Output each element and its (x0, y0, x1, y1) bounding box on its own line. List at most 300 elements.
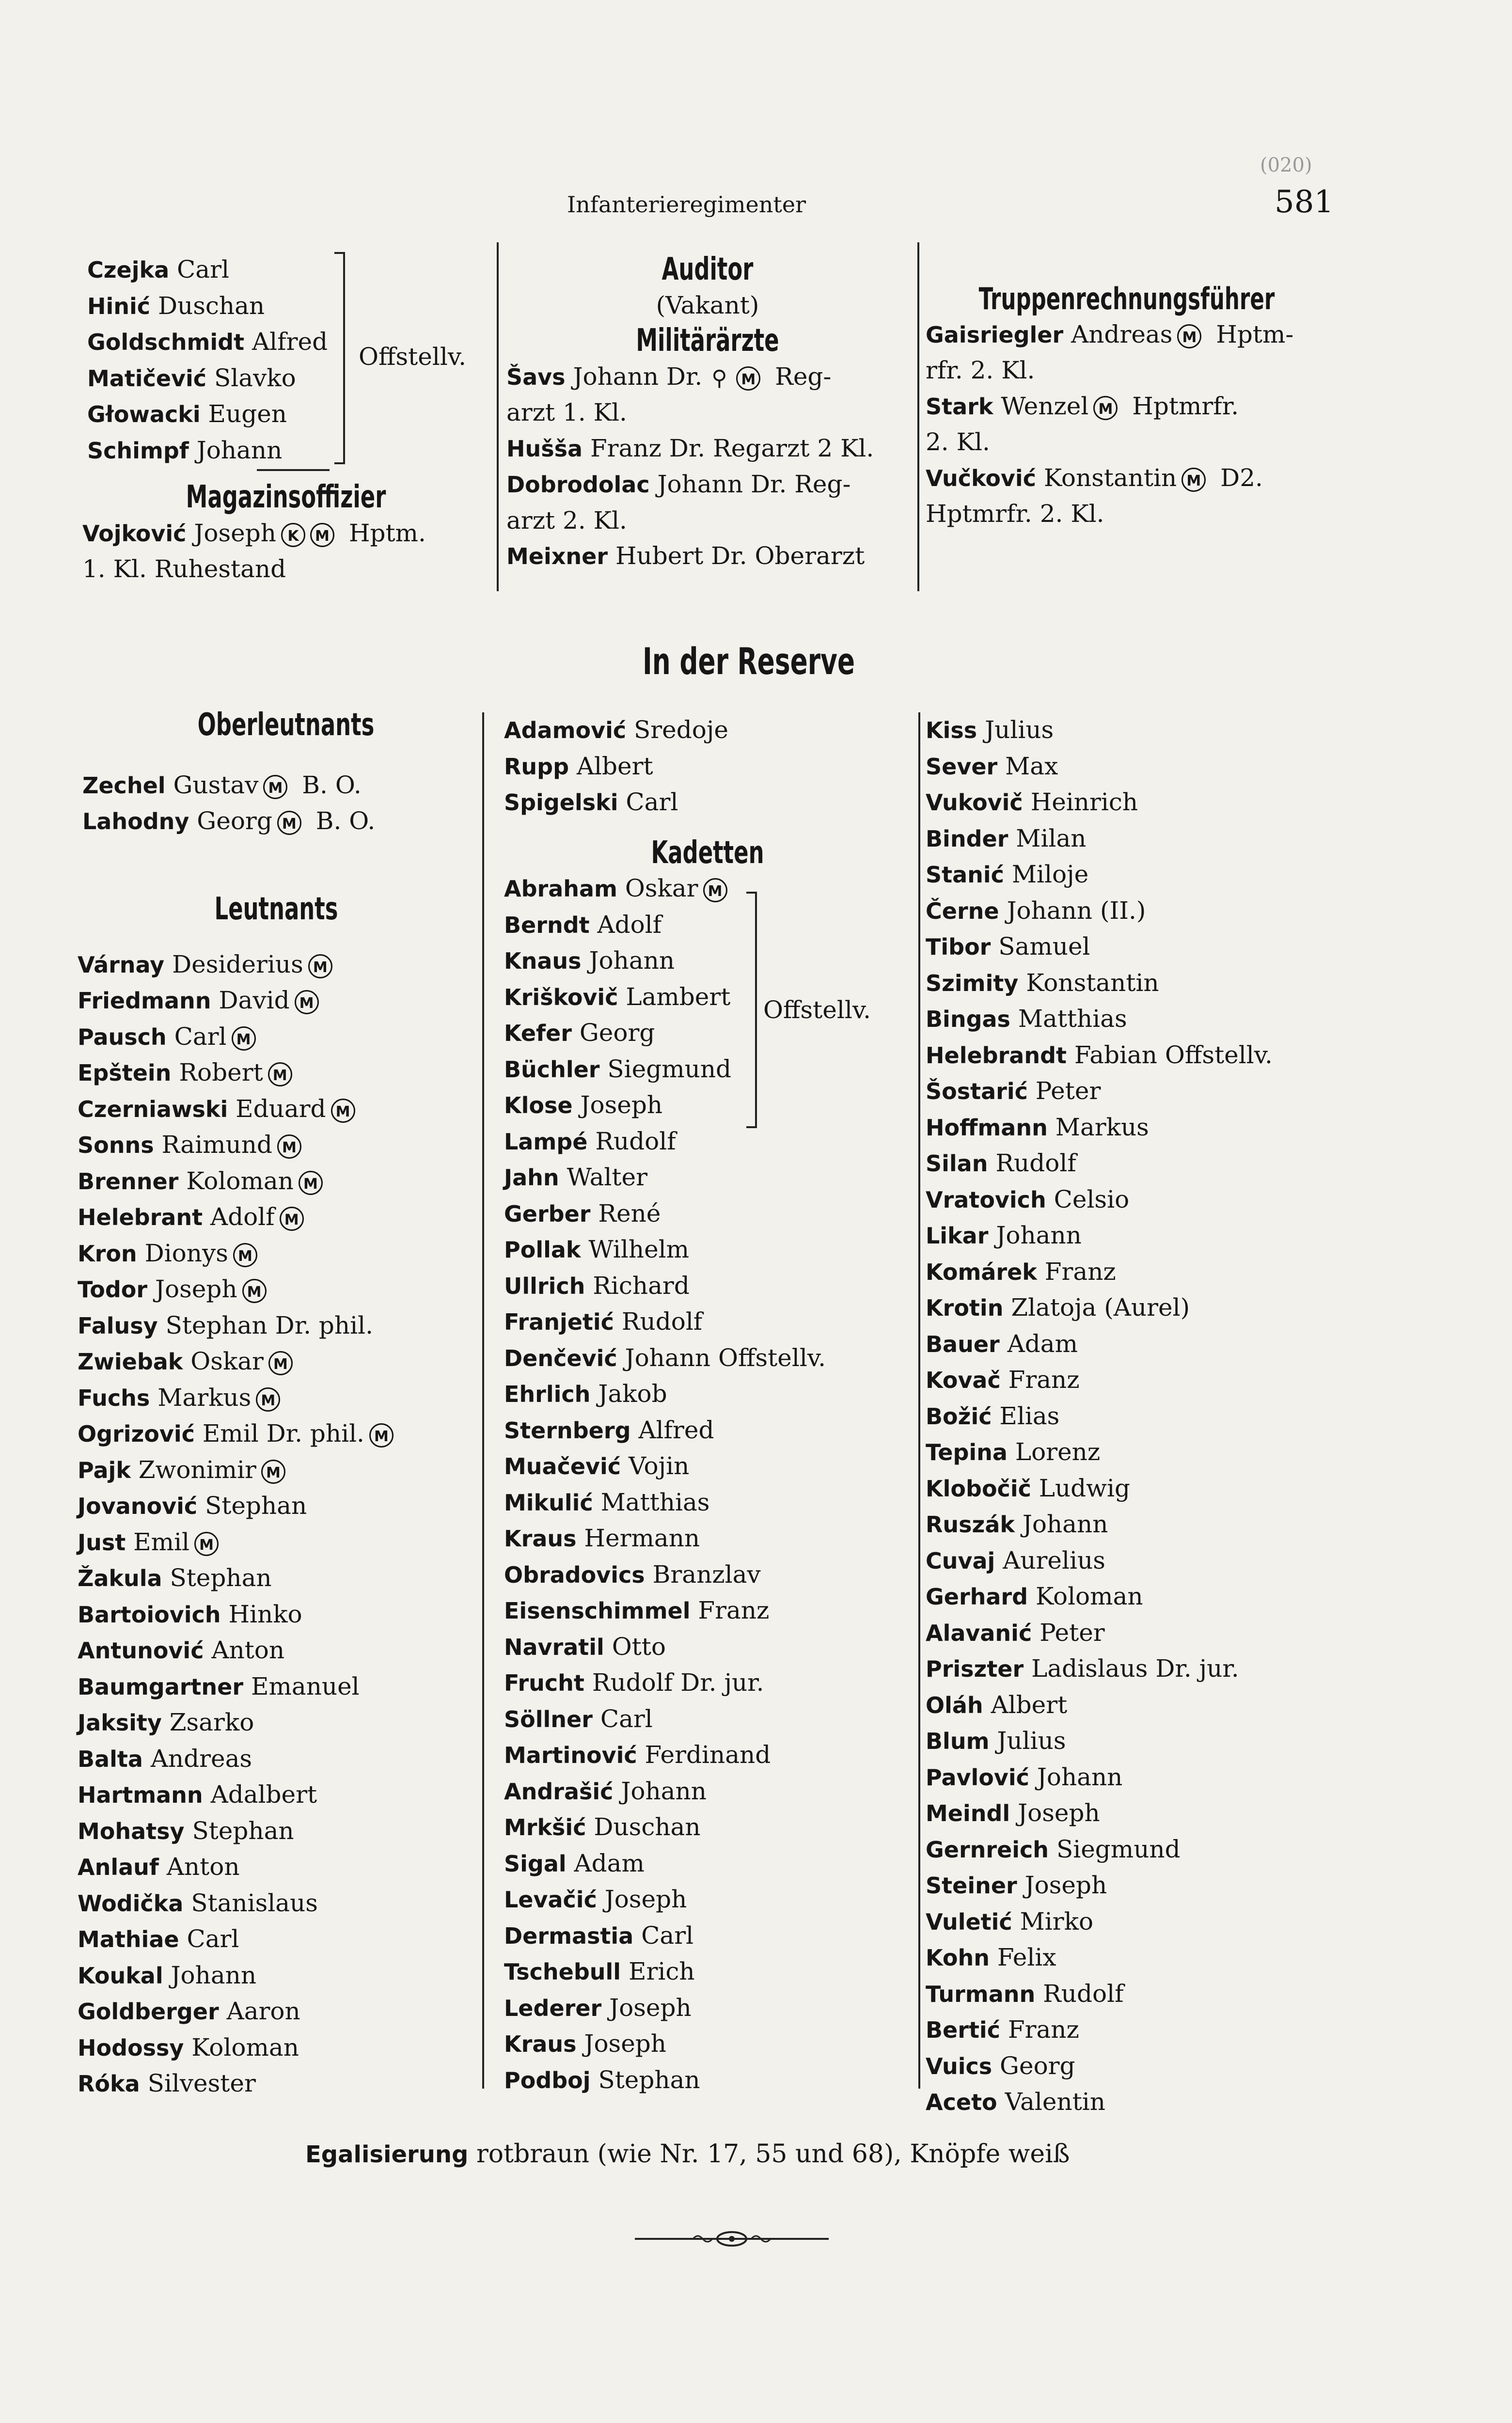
list-item (506, 538, 909, 575)
kadetten-heading: Kadetten (651, 834, 764, 871)
given-name: Silvester (147, 2069, 256, 2097)
list-item (506, 467, 909, 503)
surname: Schimpf (87, 437, 189, 464)
list-item (78, 2066, 475, 2102)
list-item (506, 503, 909, 539)
surname: Lederer (504, 1995, 602, 2021)
surname: Andrašić (504, 1778, 614, 1805)
given-name: Alfred (638, 1416, 714, 1444)
list-item (78, 1308, 475, 1344)
given-name: Georg (579, 1019, 655, 1047)
given-name: Emanuel (251, 1672, 360, 1700)
list-item (926, 1362, 1323, 1399)
given-name: Max (1005, 752, 1058, 780)
list-item (87, 396, 485, 433)
surname: Hušša (506, 435, 583, 462)
given-name: Johann (171, 1961, 257, 1989)
given-name: Joseph (604, 1885, 687, 1913)
list-item (78, 1236, 475, 1272)
surname: Anlauf (78, 1854, 159, 1880)
given-name: Rudolf (595, 1127, 676, 1155)
decoration-mark-icon: ⚲ (711, 365, 727, 391)
given-name: Branzlav (652, 1560, 761, 1589)
given-name: Richard (593, 1271, 690, 1300)
auditor-heading: Auditor (662, 252, 754, 287)
militaraerzte-heading: Militärärzte (636, 323, 779, 359)
surname: Jaksity (78, 1710, 162, 1736)
list-item (926, 1218, 1323, 1254)
decoration-mark-icon: M (256, 1387, 280, 1412)
given-name: Joseph (609, 1993, 692, 2022)
decoration-mark-icon: M (263, 775, 287, 799)
given-name: Carl (626, 788, 678, 816)
surname: Tschebull (504, 1959, 621, 1985)
egalisierung-text: rotbraun (wie Nr. 17, 55 und 68), Knöpfe weiß (476, 2140, 1070, 2169)
given-name: Stephan (192, 1816, 294, 1845)
surname: Frucht (504, 1670, 584, 1696)
surname: Bartoiovich (78, 1601, 221, 1628)
given-name: Hermann (584, 1524, 700, 1552)
given-name: Markus (1055, 1113, 1149, 1141)
given-name: Julius (997, 1727, 1066, 1755)
list-item (926, 1182, 1323, 1218)
list-item (78, 1705, 475, 1741)
decoration-mark-icon: M (308, 954, 332, 978)
given-name: Emil (133, 1527, 190, 1556)
list-item (504, 1918, 911, 1954)
surname: Mrkšić (504, 1814, 586, 1841)
surname: Vuics (926, 2053, 992, 2079)
surname: Brenner (78, 1168, 179, 1195)
given-name: Franz (1044, 1257, 1116, 1286)
list-item (926, 1073, 1323, 1110)
rank-suffix: D2. (1213, 463, 1263, 492)
surname: Rupp (504, 753, 569, 780)
surname: Gaisriegler (926, 321, 1064, 348)
surname: Bingas (926, 1006, 1010, 1032)
surname: Głowacki (87, 401, 201, 427)
list-item (504, 871, 911, 907)
surname: Baumgartner (78, 1673, 244, 1700)
list-item (504, 1882, 911, 1918)
given-name: Ludwig (1039, 1474, 1130, 1502)
surname: Róka (78, 2071, 140, 2097)
list-item (926, 1399, 1323, 1435)
surname: Šavs (506, 363, 566, 390)
list-item (504, 1809, 911, 1846)
surname: Lampé (504, 1128, 588, 1155)
given-name: Robert (179, 1058, 263, 1086)
given-name: Johann (589, 946, 675, 975)
decoration-mark-icon: M (369, 1423, 394, 1448)
surname: Kraus (504, 1526, 577, 1552)
given-name: Joseph (584, 2030, 667, 2058)
kadetten-brace (746, 892, 757, 1128)
surname: Martinović (504, 1742, 637, 1768)
surname: Vojković (82, 520, 187, 547)
given-name: 1. Kl. Ruhestand (82, 555, 286, 583)
list-item (78, 1597, 475, 1633)
given-name: Rudolf (621, 1307, 703, 1336)
surname: Likar (926, 1223, 989, 1249)
column-separator-4 (918, 712, 920, 2089)
surname: Just (78, 1529, 126, 1556)
given-name: Adolf (597, 910, 662, 939)
decoration-mark-icon: M (703, 878, 727, 902)
surname: Goldberger (78, 1998, 219, 2025)
given-name: Hptmrfr. 2. Kl. (926, 500, 1104, 528)
given-name: René (598, 1199, 661, 1227)
decoration-mark-icon: M (232, 1026, 256, 1051)
surname: Berndt (504, 912, 590, 938)
given-name: Anton (211, 1636, 285, 1664)
list-item (926, 496, 1328, 532)
list-item (78, 1525, 475, 1561)
list-item (926, 460, 1328, 497)
reserve-heading: In der Reserve (642, 640, 855, 683)
given-name: Siegmund (607, 1054, 732, 1083)
surname: Goldschmidt (87, 329, 245, 355)
given-name: Rudolf (995, 1149, 1076, 1177)
auditor-vacant: (Vakant) (656, 291, 759, 319)
rank-suffix: B. O. (294, 771, 362, 799)
list-item (78, 983, 475, 1019)
decoration-mark-icon: M (1093, 396, 1118, 420)
surname: Obradovics (504, 1561, 645, 1588)
surname: Meindl (926, 1800, 1010, 1826)
list-item (926, 1940, 1323, 1976)
surname: Antunović (78, 1637, 204, 1664)
rank-suffix: Hptm. (341, 519, 426, 547)
given-name: 2. Kl. (926, 428, 990, 456)
surname: Gernreich (926, 1836, 1049, 1863)
list-item (926, 821, 1323, 857)
given-name: Stanislaus (191, 1888, 318, 1917)
surname: Wodička (78, 1890, 184, 1917)
given-name: Rudolf Dr. jur. (592, 1668, 764, 1697)
list-item (78, 1488, 475, 1525)
list-item (504, 1052, 911, 1088)
list-item (504, 1990, 911, 2027)
kadetten-offstellv-label: Offstellv. (763, 996, 871, 1024)
given-name: Aaron (226, 1997, 300, 2025)
list-item (926, 1254, 1323, 1290)
decoration-mark-icon: M (1181, 468, 1206, 492)
folio-stamp: (020) (1260, 154, 1312, 176)
surname: Levačić (504, 1887, 597, 1913)
given-name: Andreas (1071, 320, 1173, 348)
surname: Kriškovič (504, 984, 618, 1010)
list-item (926, 353, 1328, 389)
given-name: Dionys (144, 1239, 228, 1267)
surname: Adamović (504, 717, 627, 743)
list-item (78, 1669, 475, 1705)
list-item (78, 1019, 475, 1055)
list-item (78, 1272, 475, 1308)
list-item (926, 1832, 1323, 1868)
list-item (78, 1452, 475, 1489)
surname: Sever (926, 753, 998, 780)
list-item (926, 1038, 1323, 1074)
given-name: Zlatoja (Aurel) (1011, 1293, 1190, 1322)
surname: Steiner (926, 1872, 1017, 1899)
list-item (504, 1268, 911, 1305)
given-name: Hubert Dr. Oberarzt (615, 542, 865, 570)
surname: Vuletić (926, 1908, 1012, 1935)
given-name: David (219, 986, 290, 1014)
list-item (504, 785, 911, 821)
list-item (926, 317, 1328, 353)
surname: Ruszák (926, 1511, 1015, 1538)
surname: Dermastia (504, 1922, 634, 1949)
given-name: Johann (1037, 1762, 1123, 1791)
list-item (926, 965, 1323, 1002)
surname: Hartmann (78, 1782, 203, 1808)
list-item (926, 1976, 1323, 2013)
given-name: Johann (996, 1221, 1082, 1249)
surname: Jovanović (78, 1493, 198, 1519)
given-name: Johann (196, 436, 283, 464)
list-item (504, 1593, 911, 1629)
given-name: Eduard (236, 1094, 326, 1123)
decoration-mark-icon: M (295, 990, 319, 1014)
given-name: Wilhelm (588, 1235, 690, 1263)
surname: Pajk (78, 1457, 131, 1483)
list-item (926, 929, 1323, 965)
given-name: Zwonimir (138, 1455, 256, 1484)
decoration-mark-icon: M (242, 1279, 267, 1303)
given-name: Fabian Offstellv. (1074, 1040, 1273, 1069)
list-item (926, 2084, 1323, 2121)
surname: Šostarić (926, 1078, 1028, 1104)
given-name: Carl (174, 1022, 227, 1051)
page-number: 581 (1275, 184, 1334, 220)
given-name: Joseph (194, 519, 276, 547)
given-name: Walter (567, 1163, 647, 1191)
list-item (504, 1557, 911, 1593)
list-item (82, 803, 489, 840)
given-name: Carl (187, 1925, 239, 1953)
surname: Tepina (926, 1439, 1008, 1465)
list-item (78, 1994, 475, 2030)
list-item (504, 2026, 911, 2062)
given-name: Matthias (600, 1488, 710, 1516)
given-name: Peter (1035, 1077, 1101, 1105)
surname: Ullrich (504, 1273, 585, 1299)
decoration-mark-icon: M (277, 1134, 301, 1159)
surname: Hinić (87, 293, 151, 319)
given-name: Johann Dr. (573, 362, 703, 391)
given-name: Emil Dr. phil. (202, 1419, 364, 1448)
surname: Todor (78, 1276, 148, 1303)
given-name: Stephan (170, 1564, 272, 1592)
given-name: Franz (1008, 2015, 1079, 2044)
list-item (926, 1615, 1323, 1652)
given-name: Adalbert (210, 1780, 317, 1809)
column-separator-3 (482, 712, 484, 2089)
surname: Stark (926, 393, 993, 420)
oberleutnants-heading: Oberleutnants (197, 707, 375, 743)
surname: Turmann (926, 1981, 1036, 2007)
section-rule (257, 469, 330, 471)
list-item (506, 431, 909, 467)
surname: Podboj (504, 2067, 591, 2093)
surname: Hoffmann (926, 1114, 1048, 1141)
surname: Sonns (78, 1132, 154, 1158)
list-item (78, 1091, 475, 1128)
given-name: Duschan (158, 291, 265, 320)
surname: Kovač (926, 1367, 1001, 1393)
given-name: Lorenz (1015, 1438, 1101, 1466)
given-name: Franz Dr. Regarzt 2 Kl. (590, 434, 874, 462)
list-item (926, 2012, 1323, 2048)
given-name: Oskar (625, 874, 698, 902)
decoration-mark-icon: M (736, 366, 760, 391)
list-item (504, 1665, 911, 1701)
given-name: Joseph (1018, 1799, 1100, 1827)
list-item (504, 1846, 911, 1882)
given-name: Oskar (190, 1347, 264, 1375)
rank-suffix: Reg- (767, 362, 832, 391)
list-item (78, 1958, 475, 1994)
list-item (504, 749, 911, 785)
decoration-mark-icon: M (280, 1207, 304, 1231)
given-name: Johann (621, 1777, 707, 1805)
list-item (926, 425, 1328, 460)
list-item (926, 1507, 1323, 1543)
surname: Szimity (926, 970, 1019, 996)
decoration-mark-icon: M (268, 1351, 293, 1375)
decoration-mark-icon: M (261, 1460, 285, 1484)
list-item (504, 1629, 911, 1666)
surname: Denčević (504, 1345, 617, 1371)
given-name: Alfred (252, 328, 328, 356)
rank-suffix: Hptmrfr. (1124, 392, 1239, 420)
decoration-mark-icon: M (194, 1532, 219, 1556)
list-item (504, 1701, 911, 1738)
list-item (504, 1124, 911, 1160)
surname: Mathiae (78, 1926, 179, 1952)
surname: Zechel (82, 772, 166, 799)
surname: Cuvaj (926, 1547, 995, 1574)
surname: Pavlović (926, 1764, 1029, 1791)
given-name: Elias (999, 1401, 1060, 1430)
list-item (82, 516, 489, 552)
surname: Sternberg (504, 1417, 631, 1444)
list-item (926, 1723, 1323, 1760)
surname: Helebrandt (926, 1042, 1067, 1069)
list-item (78, 1560, 475, 1597)
list-item (926, 1146, 1323, 1182)
list-item (926, 785, 1323, 821)
surname: Knaus (504, 948, 582, 974)
list-item (78, 1633, 475, 1669)
decoration-mark-icon: M (268, 1062, 292, 1086)
truppenrechnungsfuehrer-heading: Truppenrechnungsführer (978, 281, 1275, 316)
given-name: Georg (197, 807, 272, 835)
list-item (504, 1196, 911, 1232)
given-name: Albert (576, 752, 653, 780)
surname: Silan (926, 1150, 988, 1177)
given-name: Georg (1000, 2051, 1075, 2080)
given-name: Raimund (161, 1131, 272, 1159)
list-item (504, 1954, 911, 1990)
list-item (87, 433, 485, 469)
magazin-heading: Magazinsoffizier (186, 479, 386, 515)
list-item (926, 1687, 1323, 1724)
given-name: Koloman (191, 2033, 299, 2061)
surname: Pollak (504, 1237, 581, 1263)
given-name: Carl (177, 255, 230, 283)
surname: Blum (926, 1728, 990, 1754)
given-name: Adam (574, 1849, 645, 1877)
surname: Krotin (926, 1295, 1004, 1321)
list-item (78, 1813, 475, 1850)
given-name: Konstantin (1043, 463, 1177, 492)
given-name: Joseph (155, 1275, 237, 1303)
surname: Dobrodolac (506, 472, 650, 498)
given-name: Zsarko (169, 1708, 254, 1736)
surname: Sigal (504, 1850, 567, 1877)
list-item (926, 1434, 1323, 1471)
list-item (926, 1651, 1323, 1687)
list-item (926, 1543, 1323, 1579)
given-name: Carl (600, 1704, 653, 1733)
given-name: Konstantin (1026, 968, 1159, 997)
surname: Epštein (78, 1060, 172, 1086)
given-name: Anton (166, 1853, 240, 1881)
list-item (504, 1737, 911, 1774)
decoration-mark-icon: M (233, 1243, 257, 1267)
given-name: Stephan (205, 1492, 307, 1520)
list-item (926, 1326, 1323, 1363)
surname: Klobočič (926, 1475, 1031, 1502)
surname: Söllner (504, 1706, 593, 1732)
given-name: Albert (991, 1690, 1068, 1719)
given-name: Eugen (208, 400, 287, 428)
list-item (506, 359, 909, 395)
list-item (926, 1001, 1323, 1038)
surname: Ehrlich (504, 1381, 591, 1407)
given-name: arzt 1. Kl. (506, 398, 627, 426)
surname: Hodossy (78, 2034, 184, 2061)
surname: Koukal (78, 1962, 163, 1989)
list-item (926, 1110, 1323, 1146)
surname: Priszter (926, 1656, 1024, 1682)
list-item (504, 712, 911, 749)
list-item (926, 2048, 1323, 2085)
given-name: Sredoje (634, 716, 728, 744)
surname: Aceto (926, 2089, 997, 2115)
surname: Lahodny (82, 808, 189, 834)
given-name: Samuel (998, 932, 1090, 960)
surname: Vučković (926, 465, 1036, 491)
surname: Vratovich (926, 1186, 1046, 1213)
given-name: Celsio (1054, 1185, 1130, 1213)
given-name: Carl (641, 1921, 694, 1950)
list-item (78, 1380, 475, 1416)
list-item (87, 252, 485, 288)
given-name: Stephan (598, 2065, 700, 2094)
surname: Stanić (926, 862, 1004, 888)
list-item (926, 1868, 1323, 1904)
offstellv-label: Offstellv. (359, 343, 467, 371)
list-item (78, 1416, 475, 1452)
surname: Mikulić (504, 1489, 593, 1516)
decoration-mark-icon: M (331, 1099, 355, 1123)
given-name: Franz (698, 1596, 770, 1624)
surname: Gerber (504, 1200, 591, 1227)
